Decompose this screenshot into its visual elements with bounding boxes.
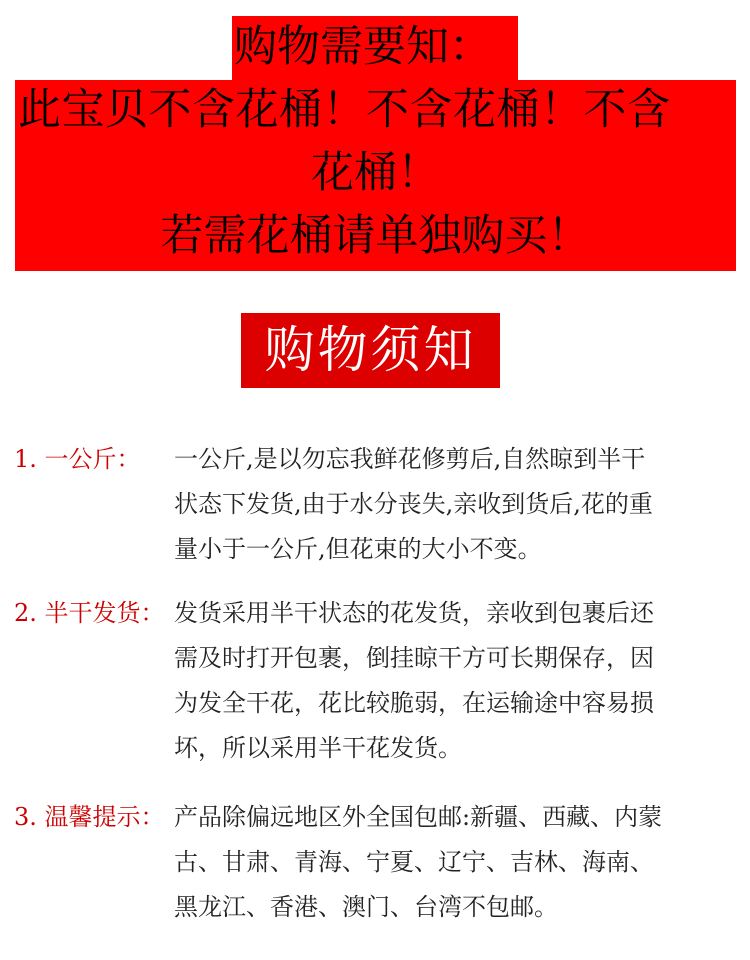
- item-label: 3. 温馨提示：: [14, 803, 165, 831]
- item-line: 黑龙江、香港、澳门、台湾不包邮。: [174, 893, 558, 921]
- item-line: 需及时打开包裹，倒挂晾干方可长期保存，因: [174, 644, 654, 672]
- item-line: 量小于一公斤,但花束的大小不变。: [174, 535, 542, 563]
- notice-line: 购物需要知：: [234, 22, 492, 72]
- notice-line: 若需花桶请单独购买！: [160, 211, 591, 261]
- notice-line: 此宝贝不含花桶！不含花桶！不含: [18, 85, 671, 135]
- notice-text: [15, 16, 736, 268]
- item-body: [174, 591, 744, 771]
- item-label: 1. 一公斤：: [14, 445, 141, 473]
- section-title: 购物须知: [241, 313, 500, 388]
- item-body: [174, 437, 744, 572]
- item-line: 一公斤,是以勿忘我鲜花修剪后,自然晾到半干: [174, 445, 646, 473]
- item-body: [174, 795, 744, 930]
- item-line: 为发全干花，花比较脆弱，在运输途中容易损: [174, 689, 654, 717]
- item-line: 古、甘肃、青海、宁夏、辽宁、吉林、海南、: [174, 848, 654, 876]
- item-line: 产品除偏远地区外全国包邮:新疆、西藏、内蒙: [174, 803, 663, 831]
- item-line: 坏，所以采用半干花发货。: [174, 734, 462, 762]
- item-line: 发货采用半干状态的花发货，亲收到包裹后还: [174, 599, 654, 627]
- item-label: 2. 半干发货：: [14, 599, 165, 627]
- notice-line: 花桶！: [311, 148, 440, 198]
- item-line: 状态下发货,由于水分丧失,亲收到货后,花的重: [174, 490, 653, 518]
